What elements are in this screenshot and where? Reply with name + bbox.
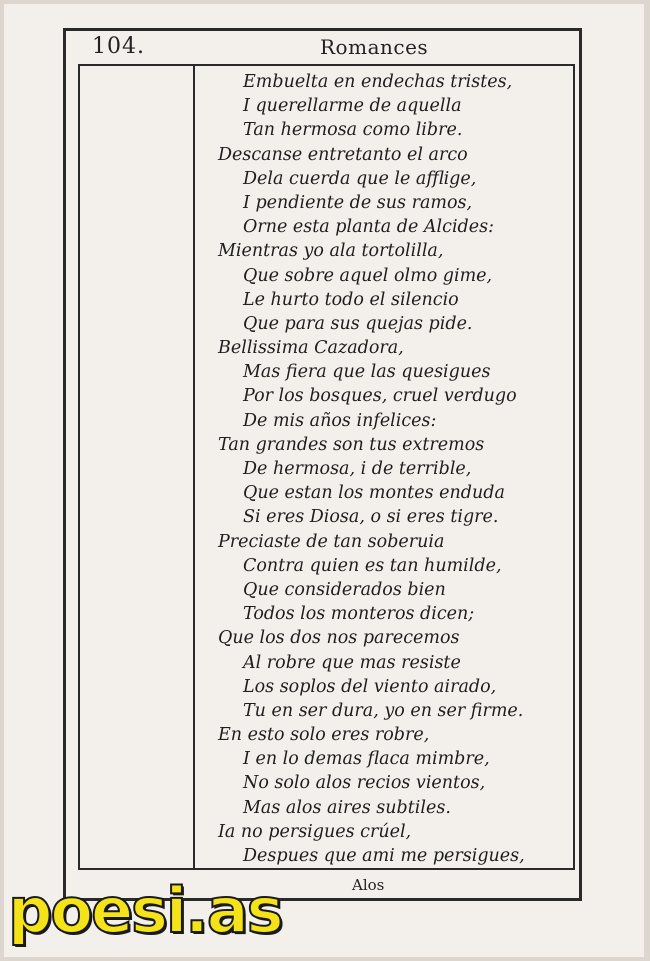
running-head: Romances [320,35,429,59]
verse-line: Despues que ami me persigues, [243,846,525,866]
verse-line: Dela cuerda que le afflige, [243,168,477,189]
verse-line: Al robre que mas resiste [243,652,461,673]
verse-line: Por los bosques, cruel verdugo [243,386,517,407]
verse-line: De hermosa, i de terrible, [243,459,472,479]
verse-line: Preciaste de tan soberuia [218,531,445,552]
verse-line: Que los dos nos parecemos [218,628,460,649]
verse-line: Mas fiera que las quesigues [243,362,491,383]
verse-line: Que considerados bien [243,579,446,600]
verse-line: Mas alos aires subtiles. [243,797,451,818]
poem-text [218,70,568,868]
verse-line: Ia no persigues crúel, [218,821,412,842]
verse-line: Tu en ser dura, yo en ser firme. [243,700,524,721]
verse-line: I querellarme de aquella [243,96,462,117]
catchword: Alos [352,876,385,894]
verse-line: En esto solo eres robre, [218,725,430,746]
verse-line: No solo alos recios vientos, [243,773,486,794]
verse-line: Que estan los montes enduda [243,483,505,504]
verse-line: Mientras yo ala tortolilla, [218,241,444,262]
verse-line: Le hurto todo el silencio [243,289,459,310]
verse-line: Bellissima Cazadora, [218,338,404,359]
verse-line: Tan hermosa como libre. [243,120,463,141]
verse-line: Descanse entretanto el arco [218,144,468,165]
poesias-watermark-logo: poesi.as [8,874,282,947]
verse-line: Que sobre aquel olmo gime, [243,265,493,286]
page-number: 104. [92,34,145,59]
verse-line: Los soplos del viento airado, [243,676,497,697]
verse-line: Si eres Diosa, o si eres tigre. [243,507,499,528]
verse-line: I pendiente de sus ramos, [243,192,473,213]
verse-line: I en lo demas flaca mimbre, [243,749,490,770]
verse-line: Que para sus quejas pide. [243,313,473,334]
verse-line: De mis años infelices: [243,410,437,431]
verse-line: Orne esta planta de Alcides: [243,217,494,238]
verse-line: Embuelta en endechas tristes, [243,72,513,92]
verse-line: Todos los monteros dicen; [243,604,475,625]
verse-line: Tan grandes son tus extremos [218,434,485,455]
margin-divider [193,64,195,870]
verse-line: Contra quien es tan humilde, [243,555,502,576]
